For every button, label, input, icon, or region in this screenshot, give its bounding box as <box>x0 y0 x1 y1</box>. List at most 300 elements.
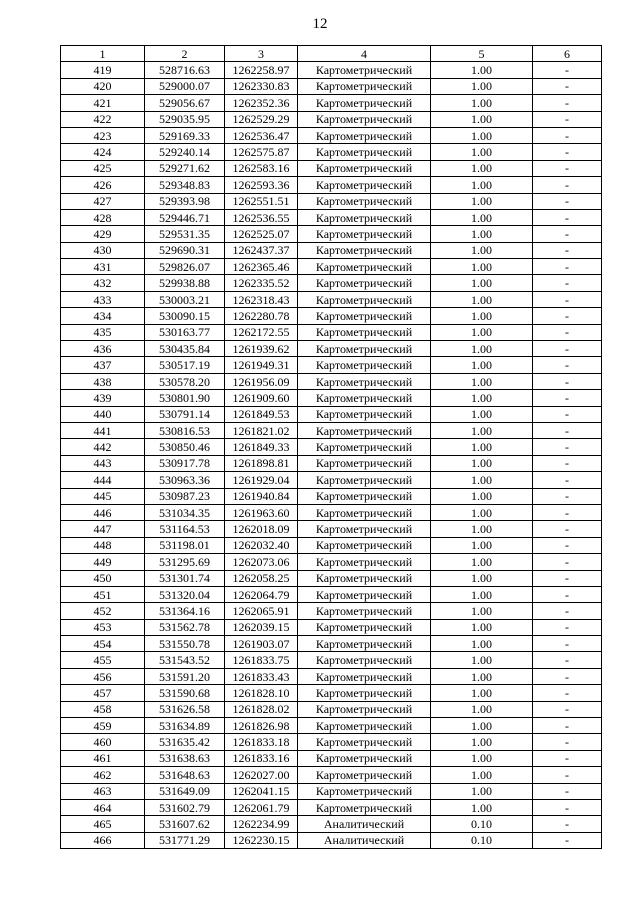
table-row <box>61 422 602 438</box>
point-number-cell: 449 <box>61 554 145 570</box>
x-coordinate-cell: 529000.07 <box>145 78 225 94</box>
table-row <box>61 767 602 783</box>
method-cell: Картометрический <box>298 603 431 619</box>
x-coordinate-cell: 529690.31 <box>145 242 225 258</box>
accuracy-cell: 1.00 <box>431 324 533 340</box>
column-header: 6 <box>533 46 602 62</box>
point-number-cell: 443 <box>61 455 145 471</box>
table-row <box>61 275 602 291</box>
accuracy-cell: 1.00 <box>431 62 533 78</box>
y-coordinate-cell: 1261940.84 <box>225 488 298 504</box>
note-cell: - <box>533 472 602 488</box>
note-cell: - <box>533 390 602 406</box>
column-header: 5 <box>431 46 533 62</box>
accuracy-cell: 1.00 <box>431 521 533 537</box>
table-row <box>61 619 602 635</box>
accuracy-cell: 1.00 <box>431 783 533 799</box>
note-cell: - <box>533 422 602 438</box>
table-header-row <box>61 46 602 62</box>
x-coordinate-cell: 529446.71 <box>145 209 225 225</box>
point-number-cell: 422 <box>61 111 145 127</box>
y-coordinate-cell: 1261833.43 <box>225 668 298 684</box>
note-cell: - <box>533 111 602 127</box>
x-coordinate-cell: 529531.35 <box>145 226 225 242</box>
point-number-cell: 466 <box>61 832 145 848</box>
point-number-cell: 442 <box>61 439 145 455</box>
note-cell: - <box>533 668 602 684</box>
x-coordinate-cell: 529169.33 <box>145 127 225 143</box>
point-number-cell: 447 <box>61 521 145 537</box>
method-cell: Картометрический <box>298 718 431 734</box>
point-number-cell: 456 <box>61 668 145 684</box>
method-cell: Картометрический <box>298 308 431 324</box>
point-number-cell: 439 <box>61 390 145 406</box>
point-number-cell: 437 <box>61 357 145 373</box>
column-header: 3 <box>225 46 298 62</box>
table-row <box>61 603 602 619</box>
note-cell: - <box>533 603 602 619</box>
method-cell: Аналитический <box>298 816 431 832</box>
accuracy-cell: 1.00 <box>431 439 533 455</box>
y-coordinate-cell: 1261826.98 <box>225 718 298 734</box>
x-coordinate-cell: 531543.52 <box>145 652 225 668</box>
table-row <box>61 291 602 307</box>
table-row <box>61 652 602 668</box>
y-coordinate-cell: 1262352.36 <box>225 95 298 111</box>
method-cell: Картометрический <box>298 275 431 291</box>
accuracy-cell: 1.00 <box>431 455 533 471</box>
table-row <box>61 718 602 734</box>
accuracy-cell: 0.10 <box>431 816 533 832</box>
x-coordinate-cell: 530435.84 <box>145 341 225 357</box>
accuracy-cell: 1.00 <box>431 390 533 406</box>
method-cell: Картометрический <box>298 537 431 553</box>
note-cell: - <box>533 308 602 324</box>
table-row <box>61 783 602 799</box>
x-coordinate-cell: 531648.63 <box>145 767 225 783</box>
note-cell: - <box>533 767 602 783</box>
point-number-cell: 432 <box>61 275 145 291</box>
method-cell: Картометрический <box>298 619 431 635</box>
x-coordinate-cell: 531635.42 <box>145 734 225 750</box>
y-coordinate-cell: 1262073.06 <box>225 554 298 570</box>
x-coordinate-cell: 529348.83 <box>145 177 225 193</box>
point-number-cell: 457 <box>61 685 145 701</box>
method-cell: Картометрический <box>298 226 431 242</box>
table-row <box>61 160 602 176</box>
table-row <box>61 324 602 340</box>
table-row <box>61 586 602 602</box>
x-coordinate-cell: 530090.15 <box>145 308 225 324</box>
method-cell: Картометрический <box>298 259 431 275</box>
point-number-cell: 452 <box>61 603 145 619</box>
point-number-cell: 441 <box>61 422 145 438</box>
table-body <box>61 62 602 849</box>
x-coordinate-cell: 530850.46 <box>145 439 225 455</box>
note-cell: - <box>533 95 602 111</box>
table-row <box>61 78 602 94</box>
x-coordinate-cell: 530003.21 <box>145 291 225 307</box>
note-cell: - <box>533 816 602 832</box>
note-cell: - <box>533 750 602 766</box>
method-cell: Картометрический <box>298 291 431 307</box>
x-coordinate-cell: 531164.53 <box>145 521 225 537</box>
x-coordinate-cell: 530517.19 <box>145 357 225 373</box>
table-row <box>61 455 602 471</box>
point-number-cell: 459 <box>61 718 145 734</box>
x-coordinate-cell: 531771.29 <box>145 832 225 848</box>
y-coordinate-cell: 1261821.02 <box>225 422 298 438</box>
table-row <box>61 521 602 537</box>
note-cell: - <box>533 832 602 848</box>
method-cell: Картометрический <box>298 701 431 717</box>
accuracy-cell: 1.00 <box>431 95 533 111</box>
x-coordinate-cell: 531649.09 <box>145 783 225 799</box>
note-cell: - <box>533 62 602 78</box>
note-cell: - <box>533 242 602 258</box>
point-number-cell: 448 <box>61 537 145 553</box>
x-coordinate-cell: 531591.20 <box>145 668 225 684</box>
note-cell: - <box>533 455 602 471</box>
method-cell: Картометрический <box>298 783 431 799</box>
table-row <box>61 259 602 275</box>
accuracy-cell: 1.00 <box>431 127 533 143</box>
accuracy-cell: 1.00 <box>431 537 533 553</box>
x-coordinate-cell: 529393.98 <box>145 193 225 209</box>
method-cell: Картометрический <box>298 406 431 422</box>
method-cell: Картометрический <box>298 95 431 111</box>
table-row <box>61 472 602 488</box>
accuracy-cell: 1.00 <box>431 504 533 520</box>
method-cell: Картометрический <box>298 439 431 455</box>
table-row <box>61 701 602 717</box>
method-cell: Картометрический <box>298 734 431 750</box>
note-cell: - <box>533 78 602 94</box>
table-row <box>61 406 602 422</box>
x-coordinate-cell: 531590.68 <box>145 685 225 701</box>
accuracy-cell: 1.00 <box>431 193 533 209</box>
y-coordinate-cell: 1261956.09 <box>225 373 298 389</box>
point-number-cell: 429 <box>61 226 145 242</box>
point-number-cell: 427 <box>61 193 145 209</box>
method-cell: Картометрический <box>298 242 431 258</box>
point-number-cell: 458 <box>61 701 145 717</box>
accuracy-cell: 1.00 <box>431 275 533 291</box>
note-cell: - <box>533 636 602 652</box>
x-coordinate-cell: 531562.78 <box>145 619 225 635</box>
table-row <box>61 816 602 832</box>
accuracy-cell: 1.00 <box>431 259 533 275</box>
x-coordinate-cell: 531364.16 <box>145 603 225 619</box>
y-coordinate-cell: 1262551.51 <box>225 193 298 209</box>
point-number-cell: 465 <box>61 816 145 832</box>
note-cell: - <box>533 619 602 635</box>
method-cell: Картометрический <box>298 504 431 520</box>
table-row <box>61 636 602 652</box>
method-cell: Аналитический <box>298 832 431 848</box>
note-cell: - <box>533 406 602 422</box>
y-coordinate-cell: 1261833.16 <box>225 750 298 766</box>
y-coordinate-cell: 1262018.09 <box>225 521 298 537</box>
accuracy-cell: 1.00 <box>431 242 533 258</box>
y-coordinate-cell: 1261903.07 <box>225 636 298 652</box>
table-row <box>61 177 602 193</box>
point-number-cell: 461 <box>61 750 145 766</box>
x-coordinate-cell: 531320.04 <box>145 586 225 602</box>
point-number-cell: 440 <box>61 406 145 422</box>
column-header: 2 <box>145 46 225 62</box>
accuracy-cell: 1.00 <box>431 668 533 684</box>
x-coordinate-cell: 530987.23 <box>145 488 225 504</box>
y-coordinate-cell: 1262536.55 <box>225 209 298 225</box>
method-cell: Картометрический <box>298 488 431 504</box>
accuracy-cell: 1.00 <box>431 554 533 570</box>
y-coordinate-cell: 1262064.79 <box>225 586 298 602</box>
x-coordinate-cell: 531295.69 <box>145 554 225 570</box>
point-number-cell: 426 <box>61 177 145 193</box>
x-coordinate-cell: 530801.90 <box>145 390 225 406</box>
accuracy-cell: 0.10 <box>431 832 533 848</box>
y-coordinate-cell: 1262529.29 <box>225 111 298 127</box>
y-coordinate-cell: 1261949.31 <box>225 357 298 373</box>
point-number-cell: 435 <box>61 324 145 340</box>
note-cell: - <box>533 570 602 586</box>
y-coordinate-cell: 1262172.55 <box>225 324 298 340</box>
method-cell: Картометрический <box>298 652 431 668</box>
point-number-cell: 455 <box>61 652 145 668</box>
y-coordinate-cell: 1262330.83 <box>225 78 298 94</box>
method-cell: Картометрический <box>298 373 431 389</box>
method-cell: Картометрический <box>298 767 431 783</box>
table-row <box>61 62 602 78</box>
accuracy-cell: 1.00 <box>431 78 533 94</box>
accuracy-cell: 1.00 <box>431 652 533 668</box>
method-cell: Картометрический <box>298 455 431 471</box>
table-row <box>61 488 602 504</box>
y-coordinate-cell: 1261849.33 <box>225 439 298 455</box>
note-cell: - <box>533 341 602 357</box>
point-number-cell: 425 <box>61 160 145 176</box>
table-row <box>61 341 602 357</box>
x-coordinate-cell: 531607.62 <box>145 816 225 832</box>
x-coordinate-cell: 529938.88 <box>145 275 225 291</box>
note-cell: - <box>533 177 602 193</box>
accuracy-cell: 1.00 <box>431 603 533 619</box>
y-coordinate-cell: 1262058.25 <box>225 570 298 586</box>
method-cell: Картометрический <box>298 127 431 143</box>
note-cell: - <box>533 554 602 570</box>
method-cell: Картометрический <box>298 570 431 586</box>
y-coordinate-cell: 1261939.62 <box>225 341 298 357</box>
x-coordinate-cell: 530163.77 <box>145 324 225 340</box>
x-coordinate-cell: 528716.63 <box>145 62 225 78</box>
x-coordinate-cell: 531638.63 <box>145 750 225 766</box>
note-cell: - <box>533 160 602 176</box>
x-coordinate-cell: 531602.79 <box>145 799 225 815</box>
point-number-cell: 445 <box>61 488 145 504</box>
y-coordinate-cell: 1262593.36 <box>225 177 298 193</box>
point-number-cell: 436 <box>61 341 145 357</box>
accuracy-cell: 1.00 <box>431 685 533 701</box>
point-number-cell: 464 <box>61 799 145 815</box>
note-cell: - <box>533 127 602 143</box>
table-row <box>61 668 602 684</box>
method-cell: Картометрический <box>298 636 431 652</box>
y-coordinate-cell: 1261909.60 <box>225 390 298 406</box>
note-cell: - <box>533 504 602 520</box>
y-coordinate-cell: 1262032.40 <box>225 537 298 553</box>
method-cell: Картометрический <box>298 685 431 701</box>
y-coordinate-cell: 1262234.99 <box>225 816 298 832</box>
point-number-cell: 451 <box>61 586 145 602</box>
table-row <box>61 390 602 406</box>
x-coordinate-cell: 531634.89 <box>145 718 225 734</box>
y-coordinate-cell: 1262575.87 <box>225 144 298 160</box>
accuracy-cell: 1.00 <box>431 308 533 324</box>
method-cell: Картометрический <box>298 111 431 127</box>
x-coordinate-cell: 529271.62 <box>145 160 225 176</box>
table-row <box>61 144 602 160</box>
accuracy-cell: 1.00 <box>431 144 533 160</box>
y-coordinate-cell: 1262258.97 <box>225 62 298 78</box>
method-cell: Картометрический <box>298 750 431 766</box>
y-coordinate-cell: 1262365.46 <box>225 259 298 275</box>
note-cell: - <box>533 488 602 504</box>
accuracy-cell: 1.00 <box>431 209 533 225</box>
point-number-cell: 453 <box>61 619 145 635</box>
y-coordinate-cell: 1261833.75 <box>225 652 298 668</box>
y-coordinate-cell: 1262525.07 <box>225 226 298 242</box>
accuracy-cell: 1.00 <box>431 799 533 815</box>
x-coordinate-cell: 530791.14 <box>145 406 225 422</box>
y-coordinate-cell: 1261849.53 <box>225 406 298 422</box>
table-row <box>61 799 602 815</box>
note-cell: - <box>533 734 602 750</box>
table-row <box>61 308 602 324</box>
table-row <box>61 685 602 701</box>
point-number-cell: 446 <box>61 504 145 520</box>
accuracy-cell: 1.00 <box>431 734 533 750</box>
y-coordinate-cell: 1262335.52 <box>225 275 298 291</box>
x-coordinate-cell: 531034.35 <box>145 504 225 520</box>
y-coordinate-cell: 1261898.81 <box>225 455 298 471</box>
column-header: 1 <box>61 46 145 62</box>
y-coordinate-cell: 1262065.91 <box>225 603 298 619</box>
table-row <box>61 95 602 111</box>
method-cell: Картометрический <box>298 62 431 78</box>
accuracy-cell: 1.00 <box>431 718 533 734</box>
point-number-cell: 419 <box>61 62 145 78</box>
accuracy-cell: 1.00 <box>431 160 533 176</box>
method-cell: Картометрический <box>298 160 431 176</box>
note-cell: - <box>533 439 602 455</box>
point-number-cell: 438 <box>61 373 145 389</box>
note-cell: - <box>533 373 602 389</box>
x-coordinate-cell: 530963.36 <box>145 472 225 488</box>
method-cell: Картометрический <box>298 78 431 94</box>
y-coordinate-cell: 1262583.16 <box>225 160 298 176</box>
note-cell: - <box>533 783 602 799</box>
method-cell: Картометрический <box>298 799 431 815</box>
note-cell: - <box>533 193 602 209</box>
y-coordinate-cell: 1262041.15 <box>225 783 298 799</box>
point-number-cell: 420 <box>61 78 145 94</box>
x-coordinate-cell: 529035.95 <box>145 111 225 127</box>
table-row <box>61 242 602 258</box>
note-cell: - <box>533 652 602 668</box>
table-row <box>61 357 602 373</box>
method-cell: Картометрический <box>298 177 431 193</box>
accuracy-cell: 1.00 <box>431 291 533 307</box>
point-number-cell: 431 <box>61 259 145 275</box>
method-cell: Картометрический <box>298 193 431 209</box>
method-cell: Картометрический <box>298 472 431 488</box>
accuracy-cell: 1.00 <box>431 357 533 373</box>
accuracy-cell: 1.00 <box>431 586 533 602</box>
accuracy-cell: 1.00 <box>431 570 533 586</box>
y-coordinate-cell: 1261828.02 <box>225 701 298 717</box>
table-row <box>61 570 602 586</box>
point-number-cell: 430 <box>61 242 145 258</box>
note-cell: - <box>533 226 602 242</box>
accuracy-cell: 1.00 <box>431 701 533 717</box>
y-coordinate-cell: 1262027.00 <box>225 767 298 783</box>
accuracy-cell: 1.00 <box>431 406 533 422</box>
x-coordinate-cell: 529826.07 <box>145 259 225 275</box>
accuracy-cell: 1.00 <box>431 750 533 766</box>
table-row <box>61 193 602 209</box>
accuracy-cell: 1.00 <box>431 767 533 783</box>
note-cell: - <box>533 209 602 225</box>
point-number-cell: 434 <box>61 308 145 324</box>
accuracy-cell: 1.00 <box>431 472 533 488</box>
x-coordinate-cell: 530816.53 <box>145 422 225 438</box>
point-number-cell: 424 <box>61 144 145 160</box>
table-row <box>61 373 602 389</box>
x-coordinate-cell: 530578.20 <box>145 373 225 389</box>
point-number-cell: 421 <box>61 95 145 111</box>
method-cell: Картометрический <box>298 586 431 602</box>
x-coordinate-cell: 529056.67 <box>145 95 225 111</box>
method-cell: Картометрический <box>298 422 431 438</box>
method-cell: Картометрический <box>298 324 431 340</box>
coordinates-table <box>60 45 602 849</box>
point-number-cell: 444 <box>61 472 145 488</box>
point-number-cell: 428 <box>61 209 145 225</box>
note-cell: - <box>533 357 602 373</box>
table-row <box>61 750 602 766</box>
column-header: 4 <box>298 46 431 62</box>
table-row <box>61 111 602 127</box>
table-row <box>61 734 602 750</box>
method-cell: Картометрический <box>298 357 431 373</box>
y-coordinate-cell: 1262536.47 <box>225 127 298 143</box>
y-coordinate-cell: 1262437.37 <box>225 242 298 258</box>
accuracy-cell: 1.00 <box>431 341 533 357</box>
accuracy-cell: 1.00 <box>431 422 533 438</box>
note-cell: - <box>533 799 602 815</box>
method-cell: Картометрический <box>298 390 431 406</box>
point-number-cell: 463 <box>61 783 145 799</box>
point-number-cell: 460 <box>61 734 145 750</box>
accuracy-cell: 1.00 <box>431 177 533 193</box>
x-coordinate-cell: 531198.01 <box>145 537 225 553</box>
table-row <box>61 832 602 848</box>
point-number-cell: 433 <box>61 291 145 307</box>
y-coordinate-cell: 1262039.15 <box>225 619 298 635</box>
table-row <box>61 226 602 242</box>
point-number-cell: 450 <box>61 570 145 586</box>
